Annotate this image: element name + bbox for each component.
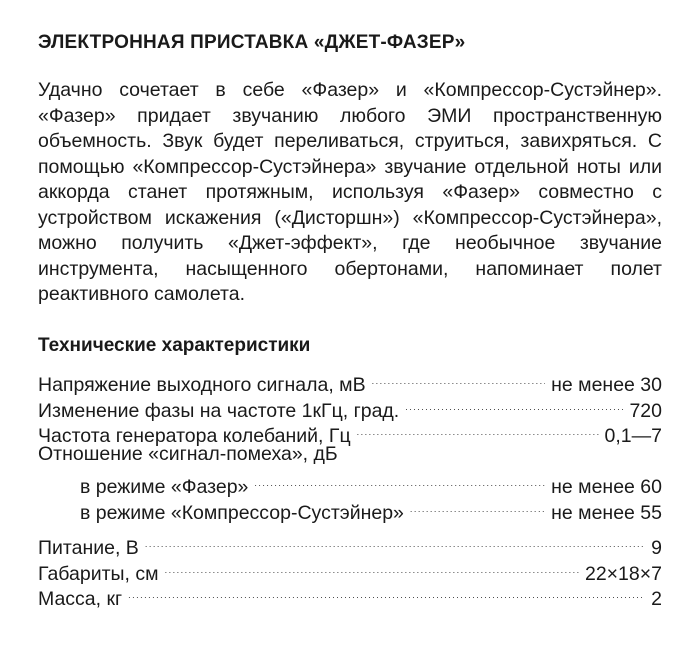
spec-label: в режиме «Компрессор-Сустэйнер» (80, 501, 404, 524)
spec-label: в режиме «Фазер» (80, 476, 249, 498)
specs-list (38, 366, 662, 610)
spec-label: Частота генератора колебаний, Гц (38, 425, 351, 447)
leader-dots (405, 391, 623, 417)
spec-label: Отношение «сигнал-помеха», дБ (38, 443, 338, 465)
spec-value: не менее 30 (551, 374, 662, 396)
document-page (38, 30, 662, 610)
specs-heading: Технические характеристики (38, 334, 311, 356)
spec-label: Изменение фазы на частоте 1кГц, град. (38, 399, 400, 422)
spec-label: Напряжение выходного сигнала, мВ (38, 374, 366, 396)
param-label: Масса, кг (38, 588, 123, 610)
document-title: ЭЛЕКТРОННАЯ ПРИСТАВКА «ДЖЕТ-ФАЗЕР» (38, 32, 466, 53)
leader-dots (410, 493, 545, 519)
param-value: 22×18×7 (584, 562, 662, 585)
leader-dots (254, 468, 545, 494)
leader-dots (165, 554, 579, 580)
description-paragraph: Удачно сочетает в себе «Фазер» и «Компрессор-Сустэйнер». «Фазер» придает звучанию любого ЭМИ пространственную объемность. Звук будет переливаться, струиться, завихряться. С помощью «Компрессор-Сустэйнера» звучание отдельной ноты или аккорда станет протяжным, используя «Фазер» совместно с устройством искажения («Дисторшн») «Компрессор-Сустэйнера», можно получить «Джет-эффект», где необычное звучание инструмента, насыщенного обертонами, напоминает полет реактивного самолета. (38, 79, 662, 305)
param-row-power (38, 529, 662, 559)
spec-value: 0,1—7 (604, 425, 662, 447)
spec-value: 720 (629, 399, 662, 422)
param-value: 9 (651, 537, 662, 559)
spec-value: не менее 60 (551, 476, 662, 498)
param-label: Габариты, см (38, 562, 159, 585)
param-row-mass (38, 580, 662, 610)
param-label: Питание, В (38, 537, 139, 559)
spec-value: не менее 55 (551, 501, 662, 524)
param-value: 2 (651, 588, 662, 610)
leader-dots (357, 417, 599, 443)
spec-row-phaser-mode (38, 468, 662, 498)
leader-dots (372, 366, 546, 392)
leader-dots (145, 529, 645, 555)
spec-row-output-voltage (38, 366, 662, 396)
leader-dots (128, 580, 645, 606)
